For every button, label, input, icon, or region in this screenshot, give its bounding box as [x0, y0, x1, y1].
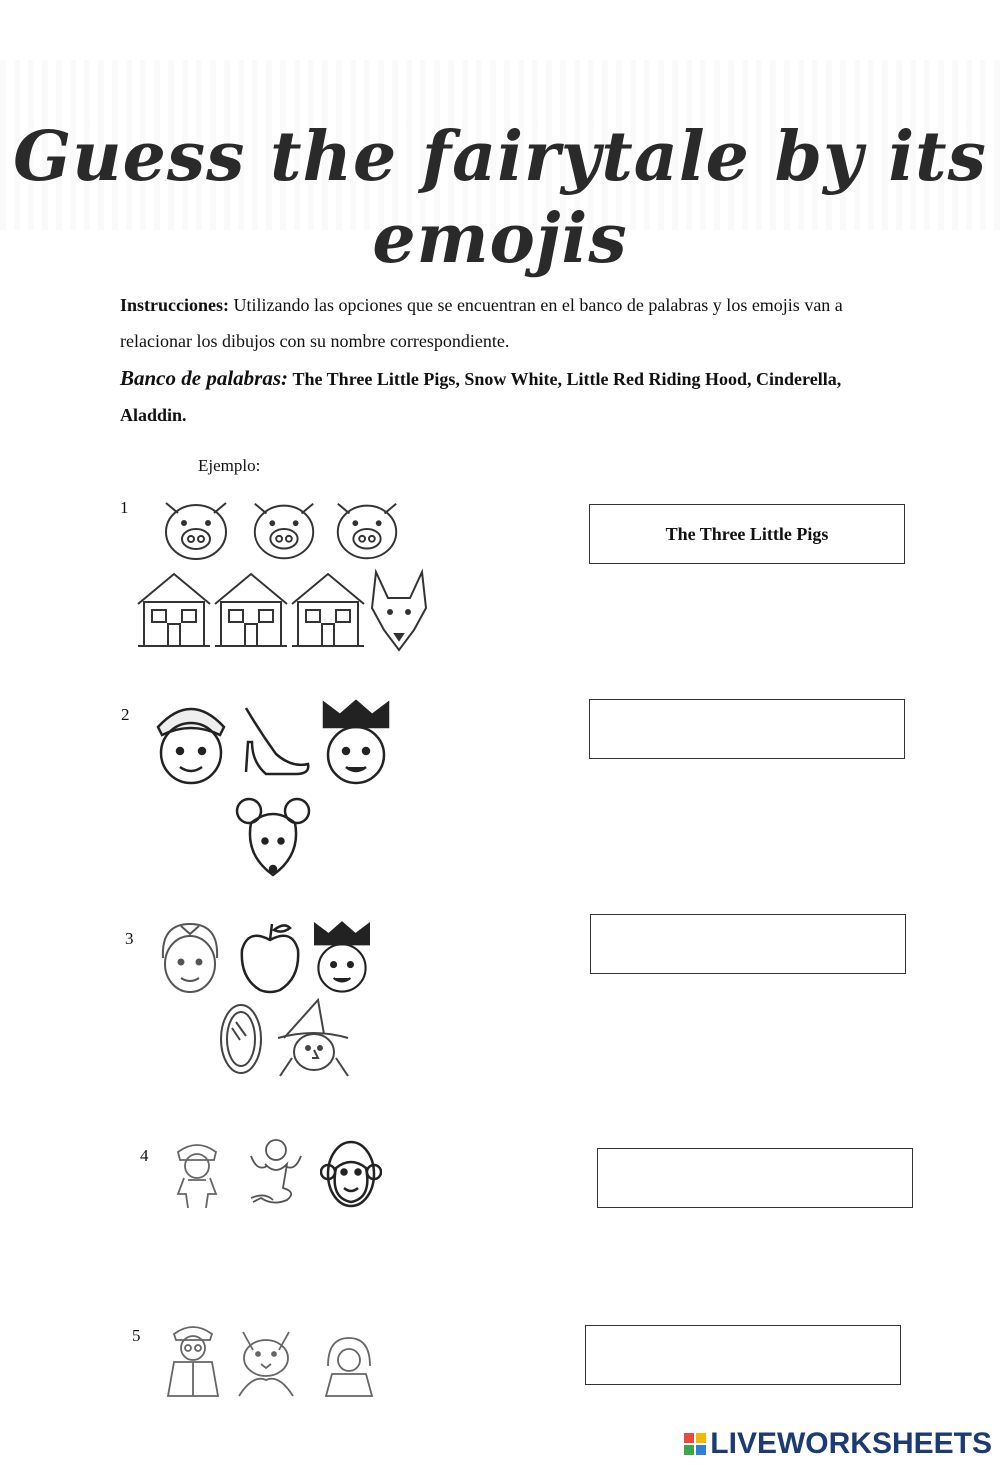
page-title-line-1: Guess the fairytale by its — [13, 117, 987, 197]
pig-face-icon — [158, 497, 234, 563]
answer-box-4[interactable] — [597, 1148, 913, 1208]
logo-block — [684, 1445, 694, 1455]
logo-block — [696, 1445, 706, 1455]
grandmother-icon — [160, 1318, 226, 1398]
answer-box-5[interactable] — [585, 1325, 901, 1385]
answer-box-3[interactable] — [590, 914, 906, 974]
answer-box-2[interactable] — [589, 699, 905, 759]
mouse-icon — [235, 795, 311, 879]
answer-input[interactable] — [598, 1148, 912, 1208]
item-number: 3 — [125, 929, 134, 948]
instructions-paragraph — [120, 287, 910, 359]
logo-blocks-icon — [684, 1433, 706, 1455]
answer-box-1[interactable] — [589, 504, 905, 564]
liveworksheets-logo — [684, 1427, 992, 1461]
wolf-icon — [233, 1328, 299, 1398]
prince-with-crown-icon — [310, 916, 374, 998]
answer-text: The Three Little Pigs — [665, 523, 829, 544]
item-number: 1 — [120, 498, 129, 517]
red-riding-hood-girl-icon — [322, 1336, 376, 1398]
item-number: 5 — [132, 1326, 141, 1345]
answer-input[interactable] — [590, 699, 904, 759]
house-icon — [290, 570, 366, 650]
pig-face-icon — [330, 497, 404, 563]
prince-with-crown-icon — [318, 697, 394, 787]
page-title-line-2: emojis — [372, 199, 628, 279]
instructions-text: Utilizando las opciones que se encuentran en el banco de palabras y los emojis van a relacionar los dibujos con su nombre correspondiente. — [120, 295, 843, 351]
snow-white-face-icon — [153, 918, 227, 996]
example-label: Ejemplo: — [198, 456, 261, 475]
answer-input[interactable] — [591, 914, 905, 974]
genie-icon — [243, 1136, 309, 1208]
glass-slipper-icon — [236, 702, 312, 778]
item-number: 4 — [140, 1146, 149, 1165]
logo-brand-text: LIVEWORKSHEETS — [710, 1427, 992, 1460]
word-bank — [120, 360, 910, 433]
pig-face-icon — [247, 497, 321, 563]
witch-icon — [274, 998, 352, 1078]
instructions-label: Instrucciones: — [120, 295, 229, 315]
word-bank-words: The Three Little Pigs, Snow White, Little Red Riding Hood, Cinderella, Aladdin. — [120, 369, 842, 425]
answer-input[interactable] — [586, 1325, 900, 1385]
logo-block — [696, 1433, 706, 1443]
item-number: 2 — [121, 705, 130, 724]
house-icon — [136, 570, 212, 650]
wolf-icon — [370, 568, 428, 654]
princess-face-icon — [150, 697, 232, 787]
monkey-icon — [320, 1138, 382, 1210]
apple-icon — [236, 920, 304, 994]
aladdin-icon — [166, 1138, 228, 1210]
magic-mirror-icon — [218, 1002, 264, 1076]
word-bank-label: Banco de palabras: — [120, 366, 288, 390]
logo-block — [684, 1433, 694, 1443]
house-icon — [213, 570, 289, 650]
